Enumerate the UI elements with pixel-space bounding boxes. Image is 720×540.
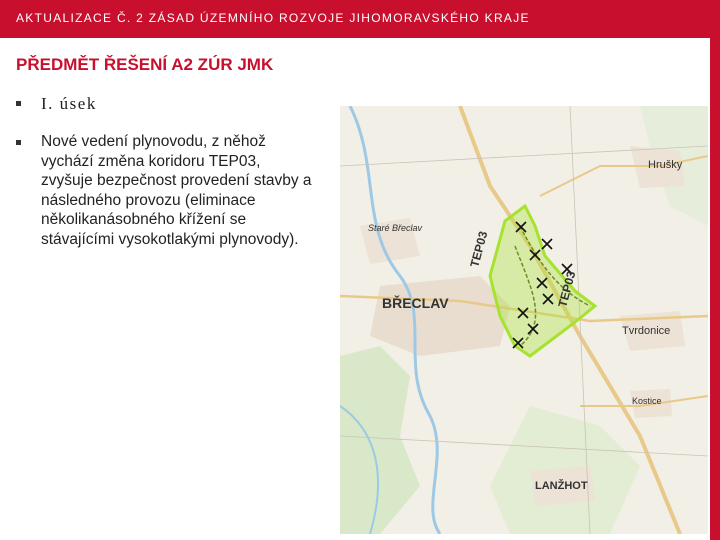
bullet-text-1: I. úsek — [41, 94, 97, 113]
map-label-hrusky: Hrušky — [648, 159, 683, 171]
map-svg — [340, 106, 708, 534]
map-image — [340, 106, 708, 534]
map-label-lanzhot: LANŽHOT — [535, 480, 588, 492]
right-edge-bar — [710, 38, 720, 540]
bullet-marker — [16, 101, 21, 106]
header-title: AKTUALIZACE Č. 2 ZÁSAD ÚZEMNÍHO ROZVOJE JIHOMORAVSKÉHO KRAJE — [16, 11, 530, 25]
bullet-item-1 — [16, 94, 316, 114]
header-bar — [0, 0, 720, 38]
bullet-item-2 — [16, 132, 316, 249]
map-label-tvrdonice: Tvrdonice — [622, 325, 671, 337]
map-label-tep03-left: TEP03 — [467, 229, 491, 269]
map-label-tep03-right: TEP03 — [555, 269, 579, 309]
bullet-text-2: Nové vedení plynovodu, z něhož vychází změna koridoru TEP03, zvyšuje bezpečnost provedení stavby a následného provozu (eliminace několikanásobného křížení se stávajícími vysokotlakými plynovody). — [41, 133, 312, 248]
map-label-breclav: BŘECLAV — [382, 295, 449, 311]
bullet-list — [16, 94, 316, 249]
bullet-marker — [16, 140, 21, 145]
section-title: PŘEDMĚT ŘEŠENÍ A2 ZÚR JMK — [16, 55, 274, 74]
map-label-stare-breclav: Staré Břeclav — [368, 223, 423, 233]
urban-area — [370, 276, 510, 356]
map-label-kostice: Kostice — [632, 396, 662, 406]
